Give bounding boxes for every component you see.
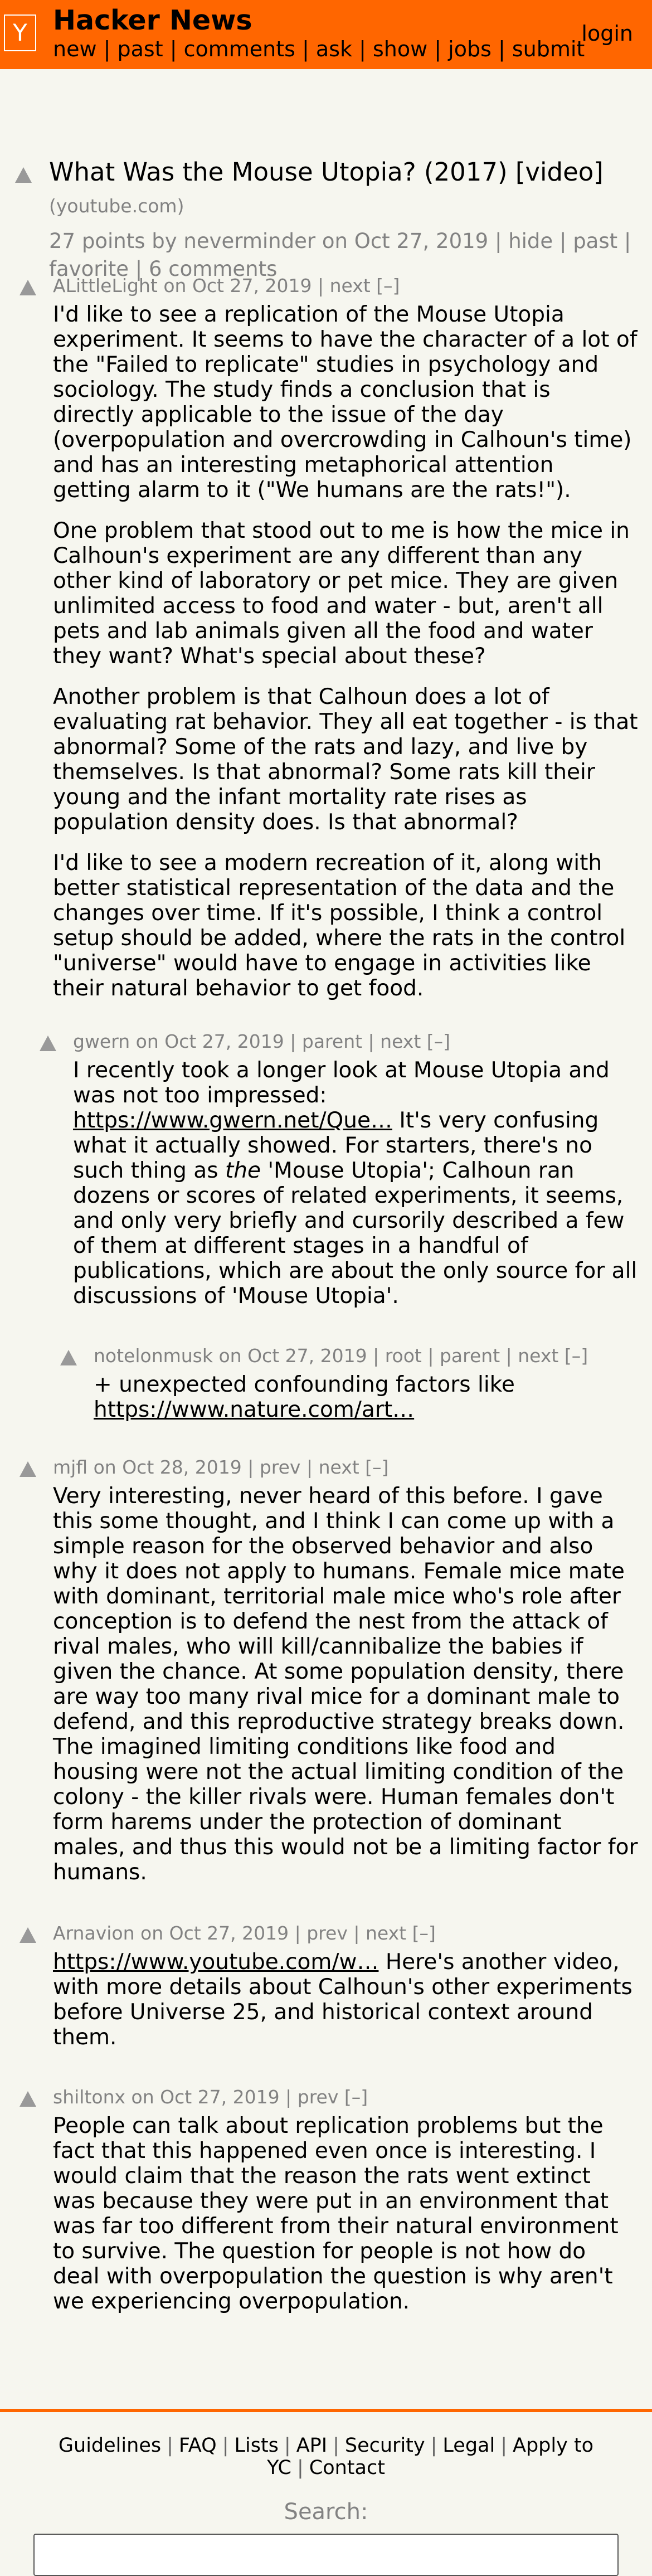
comment <box>94 1344 638 1422</box>
nav-past[interactable]: past <box>117 37 163 61</box>
footer-link-guidelines[interactable]: Guidelines <box>58 2434 162 2457</box>
comment-date[interactable]: on Oct 27, 2019 <box>131 2086 280 2108</box>
story-title-link[interactable]: What Was the Mouse Utopia? (2017) [video] <box>49 157 604 187</box>
comment-date[interactable]: on Oct 27, 2019 <box>218 1345 367 1367</box>
comment-text: + unexpected confounding factors like https://www.nature.com/art… <box>94 1372 515 1422</box>
comment-header: ALittleLight on Oct 27, 2019 | next [–] <box>53 275 400 297</box>
comment-header: mjfl on Oct 28, 2019 | prev | next [–] <box>53 1456 389 1478</box>
comment-next-link[interactable]: next <box>329 275 371 297</box>
search-input[interactable] <box>33 2534 619 2576</box>
upvote-arrow-icon[interactable] <box>20 1927 36 1943</box>
comment-collapse-toggle[interactable]: [–] <box>564 1345 588 1367</box>
comment-paragraph: I'd like to see a replication of the Mouse Utopia experiment. It seems to have the character of a lot of the "Failed to replicate" studies in psychology and sociology. The study finds a conclusion that is directly applicable to the issue of the day (overpopulation and overcrowding in Calhoun's time) and has an interesting metaphorical attention getting alarm to it ("We humans are the rats!"). <box>53 302 638 503</box>
story-hide-link[interactable]: hide <box>508 229 553 253</box>
nav-ask[interactable]: ask <box>315 37 352 61</box>
nav-show[interactable]: show <box>372 37 428 61</box>
upvote-arrow-icon[interactable] <box>20 280 36 295</box>
comment-user[interactable]: shiltonx <box>53 2086 126 2108</box>
comment-date[interactable]: on Oct 27, 2019 <box>163 275 312 297</box>
nav-submit[interactable]: submit <box>512 37 585 61</box>
comment <box>53 1922 638 2050</box>
comment-user[interactable]: ALittleLight <box>53 275 158 297</box>
upvote-arrow-icon[interactable] <box>60 1350 77 1365</box>
comment-user[interactable]: Arnavion <box>53 1922 135 1944</box>
comment-parent-link[interactable]: parent <box>301 1031 363 1052</box>
comment-date[interactable]: on Oct 27, 2019 <box>140 1922 289 1944</box>
footer-link-faq[interactable]: FAQ <box>178 2434 217 2457</box>
comment <box>53 1456 638 1885</box>
story-favorite-link[interactable]: favorite <box>49 257 129 281</box>
comment-root-link[interactable]: root <box>385 1345 422 1367</box>
story-comments-link[interactable]: 6 comments <box>149 257 278 281</box>
comment-next-link[interactable]: next <box>365 1922 407 1944</box>
footer <box>0 2409 652 2576</box>
comment-header: Arnavion on Oct 27, 2019 | prev | next [–] <box>53 1922 436 1944</box>
story-past-link[interactable]: past <box>573 229 618 253</box>
footer-link-apply[interactable]: Apply to YC <box>267 2434 594 2479</box>
comment-link[interactable]: https://www.youtube.com/w… <box>53 1950 379 1975</box>
comment-link[interactable]: https://www.gwern.net/Que… <box>73 1108 392 1133</box>
comment <box>53 274 638 1017</box>
story-user[interactable]: neverminder <box>183 229 316 253</box>
comment-user[interactable]: gwern <box>73 1031 130 1052</box>
comment-prev-link[interactable]: prev <box>259 1456 301 1478</box>
top-nav: new | past | comments | ask | show | jobs | submit <box>53 37 585 61</box>
footer-link-api[interactable]: API <box>296 2434 328 2457</box>
comment-text <box>53 302 638 1001</box>
comment-user[interactable]: notelonmusk <box>94 1345 213 1367</box>
comment-text: Very interesting, never heard of this before. I gave this some thought, and I think I can come up with a simple reason for the observed behavior and also why it does not apply to humans. Female mice mate with dominant, territorial male mice who's role after conception is to defend the nest from the attack of rival males, who will kill/cannibalize the babies if given the chance. At some population density, there are way too many rival mice for a dominant male to defend, and this reproductive strategy breaks down. The imagined limiting conditions like food and housing were not the actual limiting condition of the colony - the killer rivals were. Human females don't form harems under the protection of dominant males, and thus this would not be a limiting factor for humans. <box>53 1484 638 1885</box>
upvote-arrow-icon[interactable] <box>15 167 32 183</box>
upvote-arrow-icon[interactable] <box>20 1461 36 1477</box>
story-site[interactable]: (youtube.com) <box>49 195 184 217</box>
comment-parent-link[interactable]: parent <box>439 1345 500 1367</box>
search-label: Search: <box>284 2499 368 2525</box>
comment-paragraph: I'd like to see a modern recreation of it, along with better statistical representation of the data and the changes over time. If it's possible, I think a control setup should be added, where the rats in the control "universe" would have to engage in activities like their natural behavior to get food. <box>53 850 626 1001</box>
footer-links: Guidelines | FAQ | Lists | API | Security | Legal | Apply to YC | Contact <box>58 2434 594 2479</box>
nav-jobs[interactable]: jobs <box>448 37 492 61</box>
header-bar <box>0 0 652 69</box>
comment-text: https://www.youtube.com/w… Here's another video, with more details about Calhoun's other experiments before Universe 25, and historical context around them. <box>53 1950 632 2050</box>
hn-logo[interactable]: Y <box>4 14 36 51</box>
footer-link-legal[interactable]: Legal <box>442 2434 495 2457</box>
login-link[interactable]: login <box>581 21 633 46</box>
comment-collapse-toggle[interactable]: [–] <box>412 1922 436 1944</box>
comment-header: notelonmusk on Oct 27, 2019 | root | parent | next [–] <box>94 1345 588 1367</box>
comment-next-link[interactable]: next <box>318 1456 359 1478</box>
comment-prev-link[interactable]: prev <box>306 1922 348 1944</box>
comment-collapse-toggle[interactable]: [–] <box>365 1456 389 1478</box>
comment-text: I recently took a longer look at Mouse Utopia and was not too impressed: https://www.gwern.net/Que… It's very confusing what it actually showed. For starters, there's no such thing as the 'Mouse Utopia'; Calhoun ran dozens or scores of related experiments, it seems, and only very briefly and cursorily described a few of them at different stages in a handful of publications, which are about the only source for all discussions of 'Mouse Utopia'. <box>73 1058 638 1309</box>
comment-header: shiltonx on Oct 27, 2019 | prev [–] <box>53 2086 368 2108</box>
comment-collapse-toggle[interactable]: [–] <box>426 1031 451 1052</box>
nav-new[interactable]: new <box>53 37 97 61</box>
comment-header: gwern on Oct 27, 2019 | parent | next [–] <box>73 1031 451 1052</box>
comment-user[interactable]: mjfl <box>53 1456 88 1478</box>
upvote-arrow-icon[interactable] <box>20 2091 36 2107</box>
site-title[interactable]: Hacker News <box>53 4 252 36</box>
nav-comments[interactable]: comments <box>183 37 295 61</box>
comment-link[interactable]: https://www.nature.com/art… <box>94 1397 415 1422</box>
comment <box>53 2086 638 2314</box>
story-subtext: 27 points by neverminder on Oct 27, 2019 | hide | past | favorite | 6 comments <box>49 229 631 281</box>
story-by: by <box>152 229 177 253</box>
comment-collapse-toggle[interactable]: [–] <box>376 275 400 297</box>
comment <box>73 1030 638 1309</box>
comment-next-link[interactable]: next <box>518 1345 559 1367</box>
footer-link-lists[interactable]: Lists <box>234 2434 279 2457</box>
comment-next-link[interactable]: next <box>380 1031 421 1052</box>
upvote-arrow-icon[interactable] <box>40 1036 56 1051</box>
comment-paragraph: Another problem is that Calhoun does a lot of evaluating rat behavior. They all eat together - is that abnormal? Some of the rats and lazy, and live by themselves. Is that abnormal? Some rats kill their young and the infant mortality rate rises as population density does. Is that abnormal? <box>53 684 638 835</box>
comment-prev-link[interactable]: prev <box>297 2086 339 2108</box>
comment-date[interactable]: on Oct 28, 2019 <box>93 1456 242 1478</box>
story-date[interactable]: on Oct 27, 2019 <box>322 229 489 253</box>
comment-paragraph: One problem that stood out to me is how the mice in Calhoun's experiment are any different than any other kind of laboratory or pet mice. They are given unlimited access to food and water - but, aren't all pets and lab animals given all the food and water they want? What's special about these? <box>53 518 630 669</box>
footer-link-security[interactable]: Security <box>344 2434 425 2457</box>
story-item <box>0 69 652 281</box>
comment-collapse-toggle[interactable]: [–] <box>344 2086 368 2108</box>
footer-link-contact[interactable]: Contact <box>309 2457 385 2479</box>
comment-date[interactable]: on Oct 27, 2019 <box>135 1031 284 1052</box>
story-points: 27 points <box>49 229 145 253</box>
comment-text: People can talk about replication problems but the fact that this happened even once is interesting. I would claim that the reason the rats went extinct was because they were put in an environment that was far too different from their natural environment to survive. The question for people is not how do deal with overpopulation the question is why aren't we experiencing overpopulation. <box>53 2113 619 2314</box>
